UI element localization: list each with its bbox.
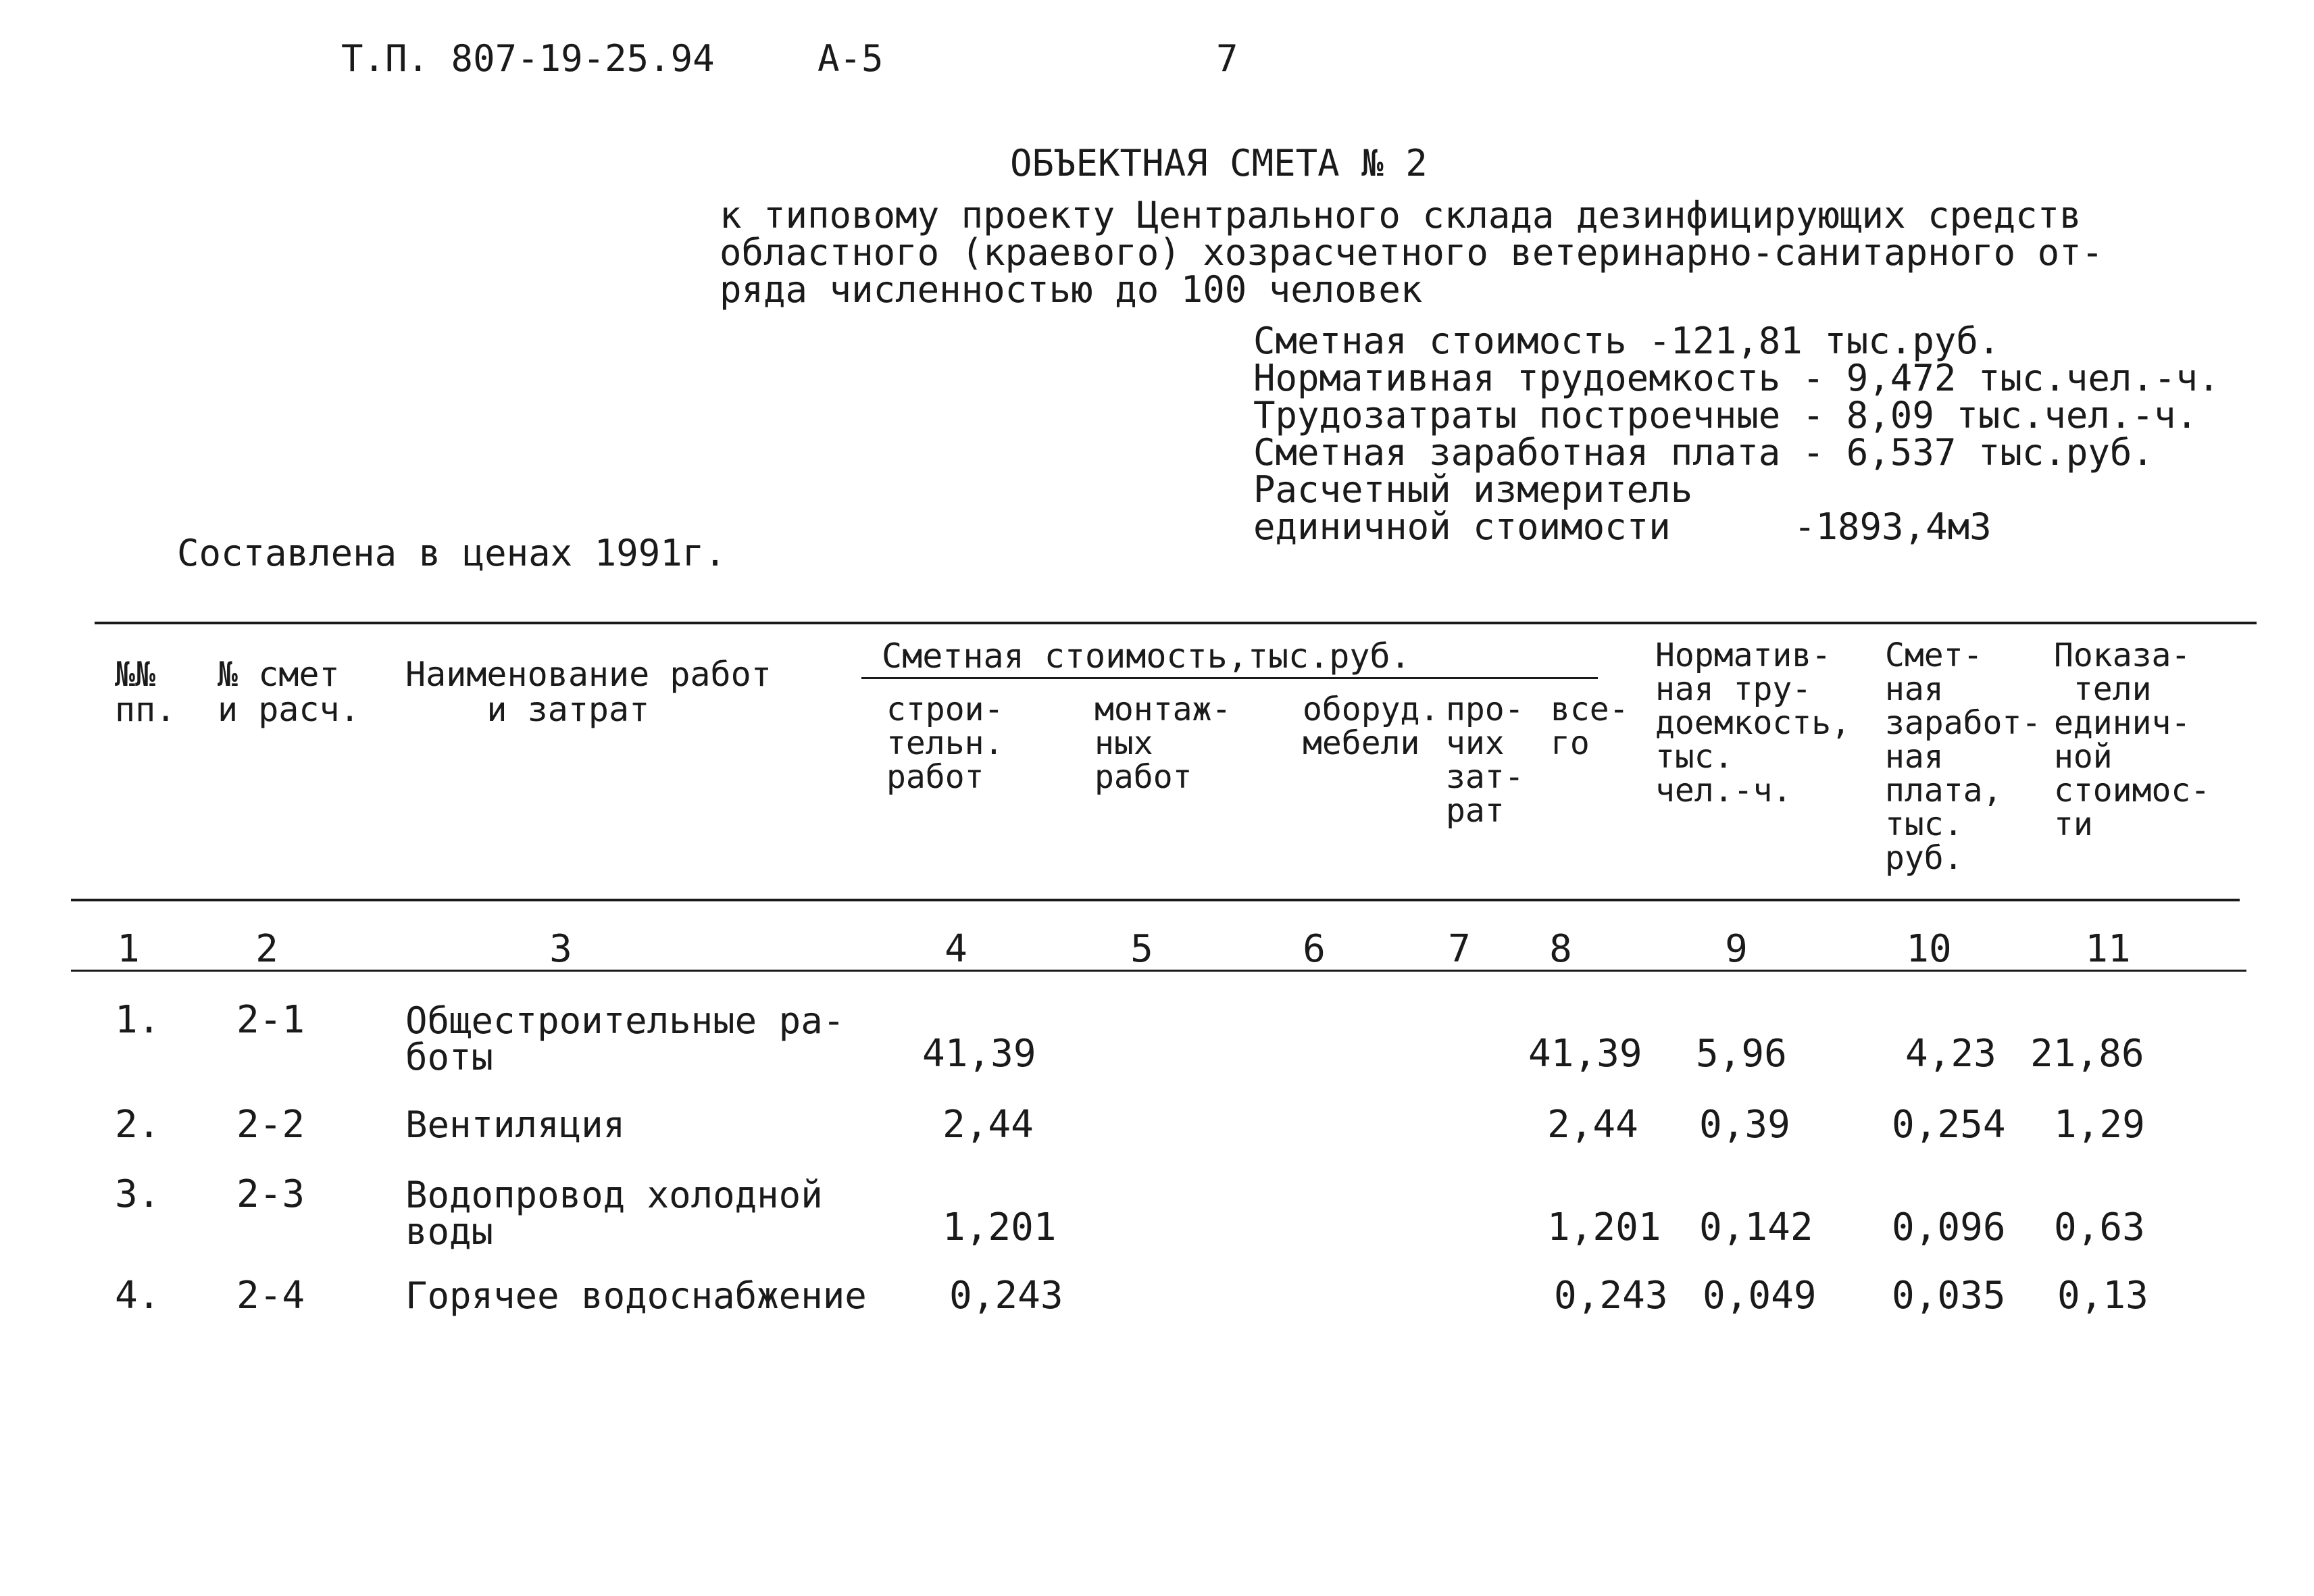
header-wages: Смет- ная заработ- ная плата, тыс. руб. (1885, 637, 2042, 877)
table-row-wages: 0,254 (1892, 1103, 2006, 1147)
summary-unit-label: Расчетный измеритель (1253, 468, 1693, 511)
subtitle-line-1: к типовому проекту Центрального склада дезинфицирующих средств (720, 194, 2082, 236)
table-row-labor: 5,96 (1696, 1032, 1787, 1076)
column-number: 2 (255, 927, 278, 971)
table-row-unit-cost: 0,13 (2057, 1274, 2148, 1318)
header-cost-group: Сметная стоимость,тыс.руб. (882, 637, 1411, 676)
summary-labor-norm: Нормативная трудоемкость - 9,472 тыс.чел.-ч. (1253, 357, 2220, 399)
header-labor: Норматив- ная тру- доемкость, тыс. чел.-ч. (1655, 637, 1851, 809)
table-row-number: 4. (115, 1274, 161, 1318)
header-other: про- чих зат- рат (1446, 691, 1524, 830)
summary-wages: Сметная заработная плата - 6,537 тыс.руб. (1253, 431, 2154, 474)
header-construction: строи- тельн. работ (886, 691, 1004, 796)
table-row-name: Горячее водоснабжение (405, 1274, 867, 1317)
header-equipment: оборуд. мебели (1303, 691, 1440, 762)
header-estimate-number: № смет и расч. (218, 655, 360, 729)
header-unit-cost: Показа- тели единич- ной стоимос- ти (2054, 637, 2211, 843)
table-row-wages: 0,035 (1892, 1274, 2006, 1318)
subtitle-line-3: ряда численностью до 100 человек (720, 268, 1423, 311)
column-number: 4 (945, 927, 967, 971)
column-number: 5 (1130, 927, 1153, 971)
summary-cost: Сметная стоимость -121,81 тыс.руб. (1253, 320, 2001, 362)
header-row-number: №№ пп. (115, 655, 176, 729)
summary-unit-value: -1893,4м3 (1794, 505, 1992, 548)
table-row-labor: 0,39 (1699, 1103, 1790, 1147)
column-number: 3 (549, 927, 572, 971)
subtitle-line-2: областного (краевого) хозрасчетного ветеринарно-санитарного от- (720, 231, 2104, 274)
table-row-name: Общестроительные ра- боты (405, 999, 845, 1078)
column-number: 7 (1448, 927, 1471, 971)
table-row-number: 2. (115, 1103, 161, 1147)
header-bottom-rule (71, 899, 2240, 901)
column-number: 9 (1725, 927, 1748, 971)
table-row-number: 1. (115, 998, 161, 1042)
table-row-construction: 0,243 (949, 1274, 1063, 1318)
summary-unit-label-2: единичной стоимости (1253, 505, 1671, 548)
group-header-rule (861, 677, 1598, 679)
table-row-construction: 2,44 (942, 1103, 1034, 1147)
header-installation: монтаж- ных работ (1095, 691, 1232, 796)
table-row-unit-cost: 0,63 (2054, 1205, 2145, 1249)
doc-code: Т.П. 807-19-25.94 (341, 37, 715, 80)
column-number: 10 (1906, 927, 1952, 971)
table-row-code: 2-1 (236, 998, 305, 1042)
table-row-name: Вентиляция (405, 1103, 626, 1146)
column-number: 11 (2085, 927, 2131, 971)
column-number: 1 (117, 927, 140, 971)
table-row-code: 2-2 (236, 1103, 305, 1147)
header-work-name: Наименование работ и затрат (405, 655, 772, 729)
column-number: 6 (1303, 927, 1326, 971)
table-row-total: 1,201 (1547, 1205, 1661, 1249)
table-row-unit-cost: 21,86 (2030, 1032, 2144, 1076)
table-row-number: 3. (115, 1172, 161, 1216)
table-row-code: 2-4 (236, 1274, 305, 1318)
table-row-unit-cost: 1,29 (2054, 1103, 2145, 1147)
table-row-total: 41,39 (1528, 1032, 1642, 1076)
page-number: 7 (1216, 37, 1238, 80)
table-row-labor: 0,049 (1703, 1274, 1817, 1318)
table-row-code: 2-3 (236, 1172, 305, 1216)
summary-labor-site: Трудозатраты построечные - 8,09 тыс.чел.-ч. (1253, 394, 2198, 437)
table-row-total: 2,44 (1547, 1103, 1638, 1147)
table-row-wages: 0,096 (1892, 1205, 2006, 1249)
table-row-wages: 4,23 (1905, 1032, 1996, 1076)
document-title: ОБЪЕКТНАЯ СМЕТА № 2 (1010, 142, 1428, 184)
column-number: 8 (1549, 927, 1572, 971)
header-total: все- го (1551, 691, 1629, 762)
table-row-total: 0,243 (1554, 1274, 1668, 1318)
table-row-labor: 0,142 (1699, 1205, 1813, 1249)
table-row-name: Водопровод холодной воды (405, 1174, 823, 1253)
album-code: А-5 (818, 37, 884, 80)
table-row-construction: 41,39 (922, 1032, 1036, 1076)
table-row-construction: 1,201 (942, 1205, 1057, 1249)
prices-note: Составлена в ценах 1991г. (177, 532, 726, 574)
table-top-rule (95, 622, 2257, 624)
